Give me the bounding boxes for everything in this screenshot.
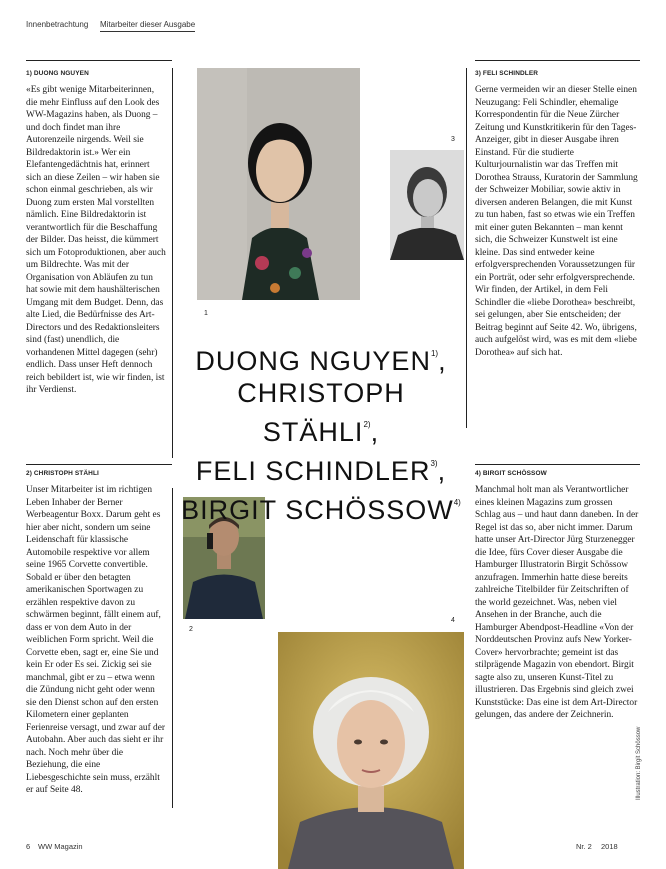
photo-label-3: 3: [451, 136, 455, 143]
article-birgit-text: Manchmal holt man als Verantwortlicher eines kleinen Magazins zum grossen Schlag aus – und haut dann daneben. In der Regel ist das so, aber nicht immer. Darum hatte unser Art-Director Jürg Sturzenegger die Idee, fürs Cover dieser Ausgabe die Hamburger Illustratorin Birgit Schössow anzufragen. Immerhin hatte diese bereits zahlreiche Titelbilder für Zeitschriften of the world gezeichnet. Was, neben viel Ansehen in der Branche, auch die Hamburger Abendpost-Headline «Von der Norddeutschen Provinz aufs New Yorker-Cover» hervorbrachte; gemeint ist das stilprägende Magazin von ebendort. Birgit sagte also zu, unseren Kunst-Titel zu illustrieren. Das Ergebnis sind gleich zwei Kunststücke: Das eine ist dem Art-Director gelungen, das andere der Zeichnerin.: [475, 485, 639, 720]
photo-label-1: 1: [204, 310, 208, 317]
section-label: Innenbetrachtung: [26, 20, 89, 29]
title-mark-1: 1): [430, 349, 439, 358]
article-duong: [26, 84, 166, 397]
column-rule-right: [466, 68, 467, 428]
title-line-1: [176, 338, 466, 377]
column-rule-left-lower: [172, 488, 173, 808]
section-heading-feli: 3) FELI SCHINDLER: [475, 70, 539, 77]
title-name-2: CHRISTOPH STÄHLI: [237, 378, 405, 447]
article-feli: [475, 84, 640, 359]
footer-year: 2018: [601, 842, 618, 851]
title-name-1: DUONG NGUYEN: [195, 346, 431, 376]
article-christoph: [26, 484, 166, 797]
portrait-feli-illustration: [390, 150, 464, 260]
section-heading-duong: 1) DUONG NGUYEN: [26, 70, 89, 77]
photo-feli-schindler: [390, 150, 464, 260]
tab-mitarbeiter[interactable]: Mitarbeiter dieser Ausgabe: [100, 20, 195, 32]
illustration-credit: Illustration: Birgit Schössow: [636, 726, 642, 800]
footer-magazine-name: WW Magazin: [38, 842, 83, 851]
mid-rule-right: [475, 464, 640, 465]
title-mark-4: 4): [453, 498, 461, 507]
photo-birgit-schoessow: [278, 632, 464, 869]
title-sep-3: ,: [437, 456, 447, 486]
portrait-duong-illustration: [197, 68, 360, 300]
title-name-4: BIRGIT SCHÖSSOW: [181, 495, 454, 525]
section-heading-christoph: 2) CHRISTOPH STÄHLI: [26, 470, 99, 477]
photo-label-4: 4: [451, 617, 455, 624]
article-christoph-text: Unser Mitarbeiter ist im richtigen Leben Inhaber der Berner Werbeagentur Boxx. Darum geht es hier aber nicht, sondern um seine Leidenschaft für klassische Automobile respektive vor allem seine 1965 Corvette convertible. Sobald er über den betagten amerikanischen Sportwagen zu erzählen respektive davon zu schwärmen beginnt, fällt einem auf, dass er von dem Auto in der weiblichen Form spricht. Weil die Corvette eben, sagt er, eine Sie und kein Er oder Es sei. Zickig sei sie manchmal, gibt er zu – etwa wenn die Zündung nicht geht oder wenn sie den Dienst schon auf den ersten Kilometern einer geplanten Ferienreise versagt, und zwar auf der Autobahn. Aber auch das sieht er ihr nach. Noch mehr über die Beziehung, die eine Liebesgeschichte sein muss, erzählt er auf Seite 48.: [26, 485, 165, 795]
portrait-birgit-illustration: [278, 632, 464, 869]
photo-duong-nguyen: [197, 68, 360, 300]
title-line-3: [176, 448, 466, 487]
article-birgit: [475, 484, 640, 722]
title-sep-2: ,: [370, 417, 380, 447]
footer-issue: Nr. 2: [576, 842, 592, 851]
title-mark-2: 2): [363, 420, 371, 429]
footer-page-number: 6: [26, 842, 31, 851]
page-title: [176, 338, 466, 526]
photo-label-2: 2: [189, 626, 193, 633]
top-rule-left: [26, 60, 172, 61]
title-line-2: [176, 377, 466, 448]
title-mark-3: 3): [430, 459, 438, 468]
column-rule-left: [172, 68, 173, 458]
title-sep-1: ,: [438, 346, 447, 376]
top-rule-right: [475, 60, 640, 61]
title-line-4: [176, 487, 466, 526]
section-heading-birgit: 4) BIRGIT SCHÖSSOW: [475, 470, 547, 477]
title-name-3: FELI SCHINDLER: [195, 456, 431, 486]
article-feli-text: Gerne vermeiden wir an dieser Stelle einen Neuzugang: Feli Schindler, ehemalige Korrespondentin für die Neue Zürcher Zeitung und Kunstkritikerin für den Tages-Anzeiger, gibt in dieser Ausgabe ihren Einstand. Für die studierte Kulturjournalistin war das Treffen mit Dorothea Strauss, Kuratorin der Sammlung der Schweizer Mobiliar, sowie aktiv in diversen anderen Belangen, die mit Kunst zu tun haben, fast so etwas wie ein Treffen mit einer guten Bekannten – man kennt sich, die Schweizer Kunstwelt ist eine kleine. Das sind entweder keine erfolgversprechenden Voraussetzungen für ein Porträt, oder sehr erfolgversprechende. Wir finden, der Artikel, in dem Feli Schindler die «liebe Dorothea» beschreibt, sei gelungen, aber Sie entscheiden; der Beitrag beginnt auf Seite 42. Wo, übrigens, auch aufgelöst wird, was es mit dem «liebe Dorothea» auf sich hat.: [475, 85, 638, 358]
mid-rule-left: [26, 464, 172, 465]
article-duong-text: «Es gibt wenige Mitarbeiterinnen, die mehr Einfluss auf den Look des WW-Magazins haben, als Duong – und doch findet man ihre Autorenzeile nirgends. Weil sie Bildredaktorin ist.» Wer ein Elefantengedächtnis hat, erinnert sich an diese Zeilen – wir haben sie schon einmal geschrieben, als wir Duong zum ersten Mal vorstellten nämlich. Eine Bildredaktorin ist verantwortlich für die Beschaffung der Bilder. Das heisst, die kümmert sich um Fotoproduktionen, aber auch um Bildrechte. Was mit der Organisation von Abläufen zu tun hat sowie mit dem haushälterischen Umgang mit dem Budget. Denn, das alte Lied, die Bedürfnisse des Art-Directors und des Redaktionsleiters sind (fast) unendlich, die vorhandenen Mittel dagegen (sehr) endlich. Dass unser Heft dennoch reich bebildert ist, wie wir finden, ist ihr Verdienst.: [26, 85, 166, 395]
